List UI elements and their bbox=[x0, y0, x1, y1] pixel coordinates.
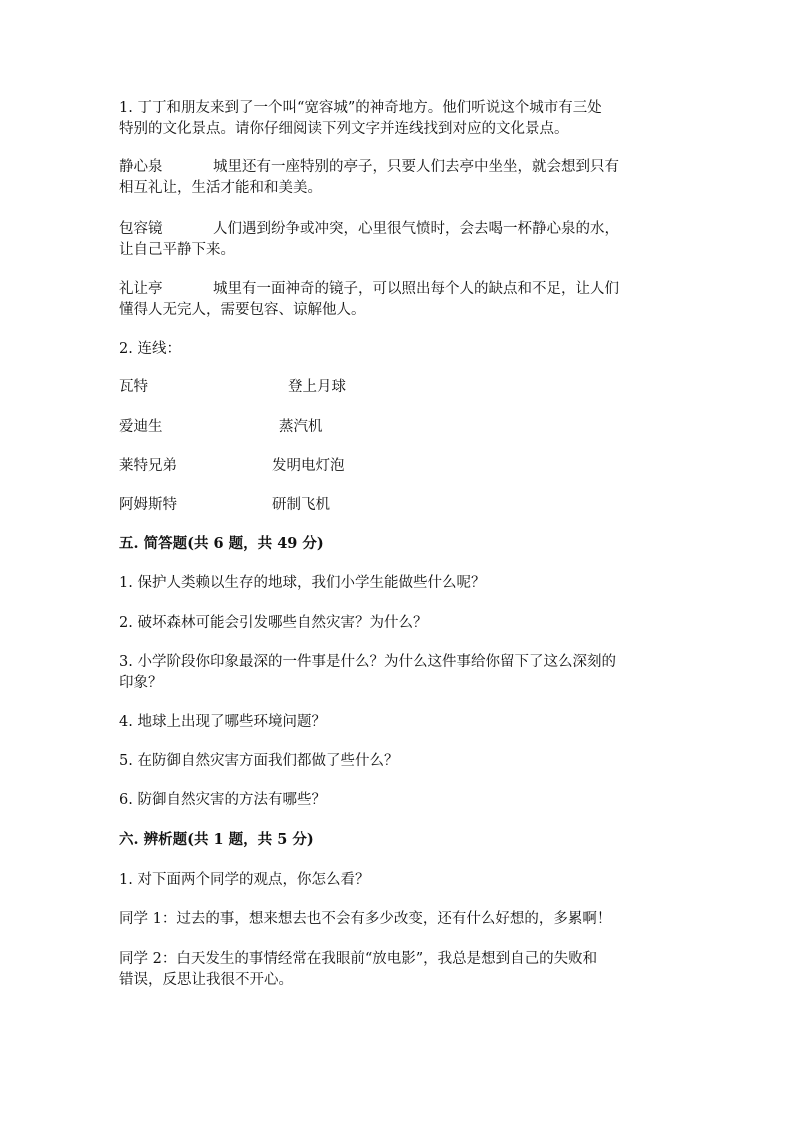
q1-item-desc-line2: 让自己平静下来。 bbox=[119, 242, 235, 258]
q2-left-item: 瓦特 bbox=[119, 379, 148, 395]
q1-item-name: 静心泉 bbox=[119, 159, 163, 175]
section6-student2-line2: 错误，反思让我很不开心。 bbox=[119, 972, 293, 988]
q1-item-desc-line1: 城里还有一座特别的亭子，只要人们去亭中坐坐，就会想到只有 bbox=[213, 159, 619, 175]
q2-right-item: 蒸汽机 bbox=[279, 419, 323, 435]
q2-left-item: 阿姆斯特 bbox=[119, 497, 177, 513]
section6-student1: 同学 1：过去的事，想来想去也不会有多少改变，还有什么好想的，多累啊！ bbox=[119, 911, 612, 927]
q1-item-name: 礼让亭 bbox=[119, 281, 163, 297]
section5-question: 5. 在防御自然灾害方面我们都做了些什么？ bbox=[119, 753, 399, 769]
q2-right-item: 登上月球 bbox=[288, 379, 346, 395]
q1-intro-line2: 特别的文化景点。请你仔细阅读下列文字并连线找到对应的文化景点。 bbox=[119, 121, 569, 137]
section6-heading: 六. 辨析题(共 1 题，共 5 分) bbox=[119, 831, 314, 848]
q1-item-desc-line1: 城里有一面神奇的镜子，可以照出每个人的缺点和不足，让人们 bbox=[213, 281, 619, 297]
q2-left-item: 爱迪生 bbox=[119, 419, 163, 435]
q2-right-item: 研制飞机 bbox=[272, 497, 330, 513]
section5-question-line2: 印象？ bbox=[119, 675, 163, 691]
q1-intro-line1: 1. 丁丁和朋友来到了一个叫“宽容城”的神奇地方。他们听说这个城市有三处 bbox=[119, 100, 602, 116]
section5-question: 1. 保护人类赖以生存的地球，我们小学生能做些什么呢？ bbox=[119, 575, 486, 591]
section5-question: 2. 破坏森林可能会引发哪些自然灾害？为什么？ bbox=[119, 615, 428, 631]
section6-question: 1. 对下面两个同学的观点，你怎么看？ bbox=[119, 872, 370, 888]
q2-left-item: 莱特兄弟 bbox=[119, 458, 177, 474]
section5-question: 4. 地球上出现了哪些环境问题？ bbox=[119, 714, 326, 730]
q1-item-desc-line2: 懂得人无完人，需要包容、谅解他人。 bbox=[119, 302, 366, 318]
section6-student2-line1: 同学 2：白天发生的事情经常在我眼前“放电影”，我总是想到自己的失败和 bbox=[119, 951, 598, 967]
section5-question: 6. 防御自然灾害的方法有哪些？ bbox=[119, 792, 326, 808]
q1-item-desc-line2: 相互礼让，生活才能和和美美。 bbox=[119, 180, 322, 196]
q1-item-desc-line1: 人们遇到纷争或冲突，心里很气愤时，会去喝一杯静心泉的水， bbox=[213, 221, 619, 237]
q1-item-name: 包容镜 bbox=[119, 221, 163, 237]
section5-question-line1: 3. 小学阶段你印象最深的一件事是什么？为什么这件事给你留下了这么深刻的 bbox=[119, 654, 616, 670]
section5-heading: 五. 简答题(共 6 题，共 49 分) bbox=[119, 535, 324, 552]
q2-title: 2. 连线： bbox=[119, 341, 181, 357]
q2-right-item: 发明电灯泡 bbox=[272, 458, 345, 474]
